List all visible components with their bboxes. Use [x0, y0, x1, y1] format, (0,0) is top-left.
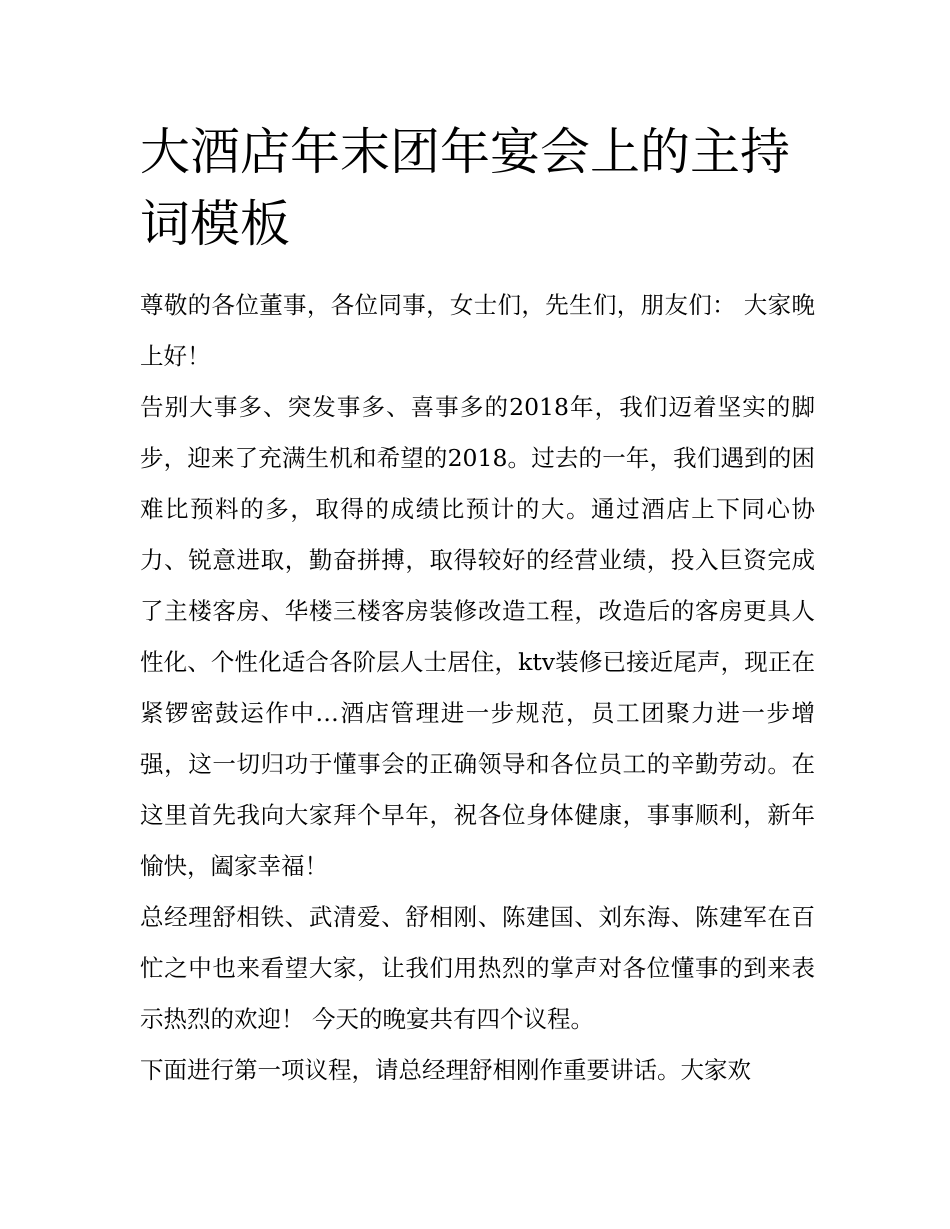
welcome-paragraph: 总经理舒相铁、武清爱、舒相刚、陈建国、刘东海、陈建军在百忙之中也来看望大家，让我们用热烈的掌声对各位懂事的到来表示热烈的欢迎！ 今天的晚宴共有四个议程。	[140, 903, 815, 1033]
greeting-paragraph: 尊敬的各位董事，各位同事，女士们，先生们，朋友们： 大家晚上好！	[140, 291, 815, 370]
document-title: 大酒店年末团年宴会上的主持词模板	[140, 123, 790, 253]
agenda-paragraph: 下面进行第一项议程，请总经理舒相刚作重要讲话。大家欢	[140, 1056, 751, 1084]
document-content	[140, 116, 815, 1096]
review-paragraph: 告别大事多、突发事多、喜事多的2018年，我们迈着坚实的脚步，迎来了充满生机和希望的2018。过去的一年，我们遇到的困难比预料的多，取得的成绩比预计的大。通过酒店上下同心协力、锐意进取，勤奋拼搏，取得较好的经营业绩，投入巨资完成了主楼客房、华楼三楼客房装修改造工程，改造后的客房更具人性化、个性化适合各阶层人士居住，ktv装修已接近尾声，现正在紧锣密鼓运作中…酒店管理进一步规范，员工团聚力进一步增强，这一切归功于懂事会的正确领导和各位员工的辛勤劳动。在这里首先我向大家拜个早年，祝各位身体健康，事事顺利，新年愉快，阖家幸福！	[140, 393, 815, 880]
document-body	[140, 280, 815, 1096]
